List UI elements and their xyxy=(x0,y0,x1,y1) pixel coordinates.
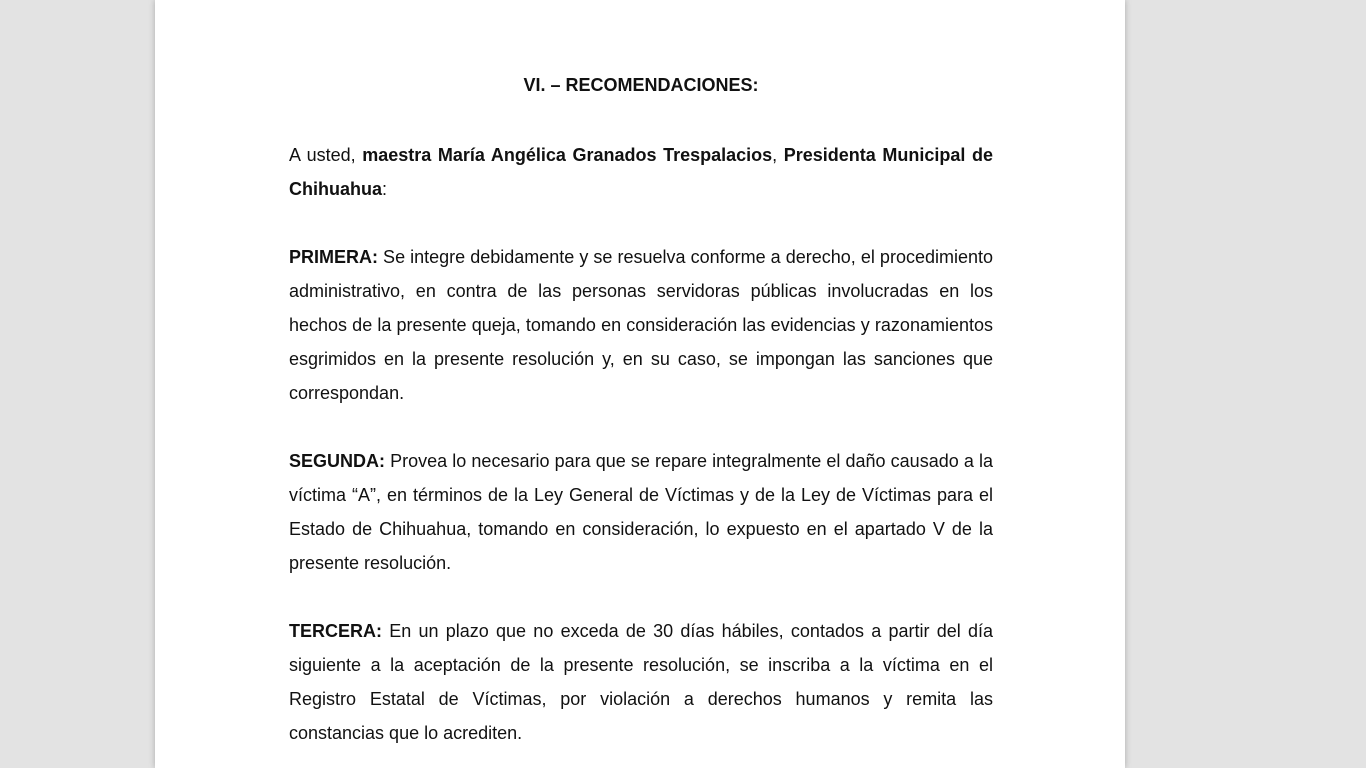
recommendation-label: SEGUNDA: xyxy=(289,451,386,471)
address-suffix: : xyxy=(382,179,388,199)
recommendation-text: Se integre debidamente y se resuelva conforme a derecho, el procedimiento administrativo, en contra de las personas servidoras públicas involucradas en los hechos de la presente queja, tomando en consideración las evidencias y razonamientos esgrimidos en la presente resolución y, en su caso, se impongan las sanciones que correspondan. xyxy=(289,247,993,403)
address-separator: , xyxy=(772,145,784,165)
address-prefix: A usted, xyxy=(289,145,363,165)
recommendation-segunda xyxy=(289,444,993,580)
addressee-name: maestra María Angélica Granados Trespalacios xyxy=(362,145,773,165)
addressee-title: Presidenta Municipal de Chihuahua xyxy=(289,145,993,199)
recommendation-tercera xyxy=(289,614,993,750)
recommendation-label: TERCERA: xyxy=(289,621,382,641)
recommendation-text: Provea lo necesario para que se repare integralmente el daño causado a la víctima “A”, en términos de la Ley General de Víctimas y de la Ley de Víctimas para el Estado de Chihuahua, tomando en consideración, lo expuesto en el apartado V de la presente resolución. xyxy=(289,451,993,573)
recommendation-primera xyxy=(289,240,993,410)
page-content xyxy=(289,70,993,768)
document-page xyxy=(155,0,1125,768)
recommendation-label: PRIMERA: xyxy=(289,247,378,267)
address-paragraph xyxy=(289,138,993,206)
recommendation-text: En un plazo que no exceda de 30 días hábiles, contados a partir del día siguiente a la aceptación de la presente resolución, se inscriba a la víctima en el Registro Estatal de Víctimas, por violación a derechos humanos y remita las constancias que lo acrediten. xyxy=(289,621,993,743)
section-heading: VI. – RECOMENDACIONES: xyxy=(523,75,759,95)
